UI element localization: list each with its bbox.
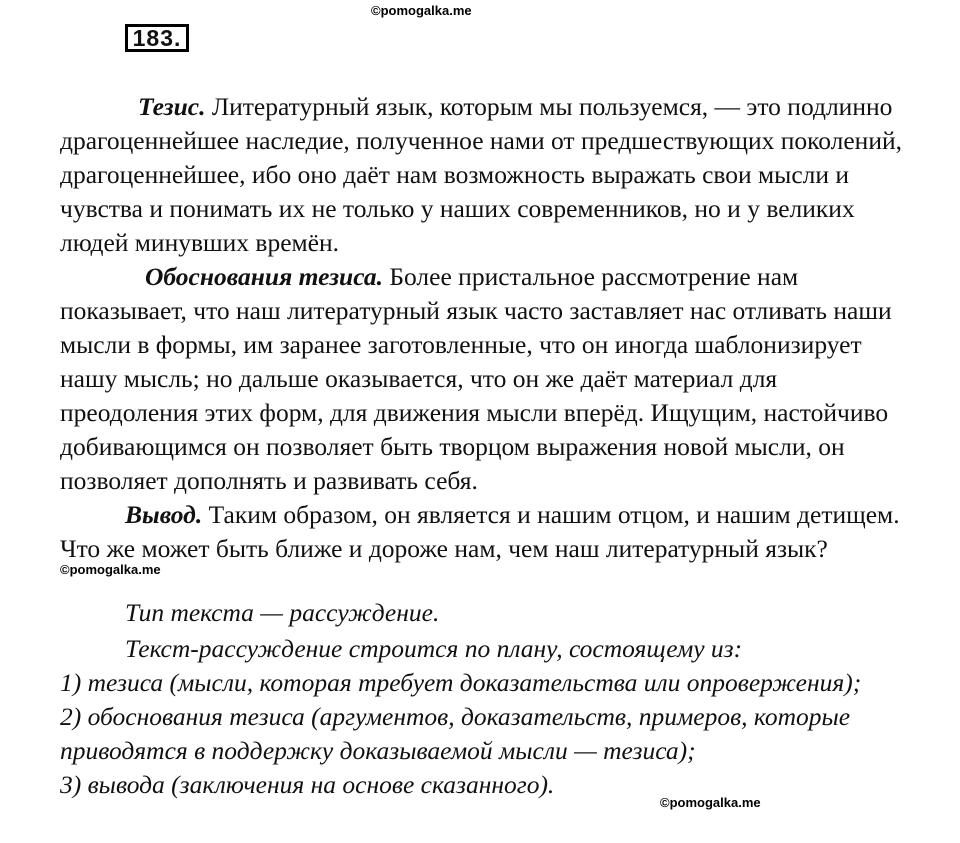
watermark-bottom: ©pomogalka.me: [660, 795, 761, 810]
justification-line-4: нашу мысль; но дальше оказывается, что он же даёт материал для: [60, 364, 778, 393]
conclusion-text-1: Таким образом, он является и нашим отцом, и нашим детищем.: [202, 500, 900, 529]
analysis-line-4: 2) обоснования тезиса (аргументов, доказательств, примеров, которые: [60, 702, 851, 731]
conclusion-line-2: Что же может быть ближе и дороже нам, чем наш литературный язык?: [60, 534, 828, 563]
analysis-line-5: приводятся в поддержку доказываемой мысли — тезиса);: [60, 736, 696, 765]
analysis-line-6: 3) вывода (заключения на основе сказанного).: [60, 770, 555, 799]
justification-line-2: показывает, что наш литературный язык часто заставляет нас отливать наши: [60, 296, 892, 325]
justification-line-1: [145, 262, 798, 292]
task-number-box: 183.: [125, 24, 189, 52]
justification-line-7: позволяет дополнять и развивать себя.: [60, 466, 478, 495]
thesis-label: Тезис.: [138, 92, 206, 121]
justification-label: Обоснования тезиса.: [145, 262, 383, 291]
watermark-middle: ©pomogalka.me: [60, 562, 161, 577]
justification-line-3: мысли в формы, им заранее заготовленные, что он иногда шаблонизирует: [60, 330, 862, 359]
justification-text-1: Более пристальное рассмотрение нам: [383, 262, 799, 291]
thesis-line-3: драгоценнейшее, ибо оно даёт нам возможность выражать свои мысли и: [60, 160, 850, 189]
justification-line-6: добивающимся он позволяет быть творцом выражения новой мысли, он: [60, 432, 845, 461]
conclusion-line-1: [125, 500, 900, 530]
thesis-text-1: Литературный язык, которым мы пользуемся, — это подлинно: [205, 92, 893, 121]
thesis-line-5: людей минувших времён.: [60, 228, 340, 257]
conclusion-label: Вывод.: [125, 500, 203, 529]
thesis-line-2: драгоценнейшее наследие, полученное нами от предшествующих поколений,: [60, 126, 902, 155]
analysis-line-1: Тип текста — рассуждение.: [125, 598, 440, 627]
analysis-line-2: Текст-рассуждение строится по плану, состоящему из:: [125, 634, 743, 663]
thesis-line-1: [138, 92, 892, 122]
analysis-line-3: 1) тезиса (мысли, которая требует доказательства или опровержения);: [60, 668, 862, 697]
watermark-top: ©pomogalka.me: [371, 3, 472, 18]
justification-line-5: преодоления этих форм, для движения мысли вперёд. Ищущим, настойчиво: [60, 398, 889, 427]
thesis-line-4: чувства и понимать их не только у наших современников, но и у великих: [60, 194, 855, 223]
